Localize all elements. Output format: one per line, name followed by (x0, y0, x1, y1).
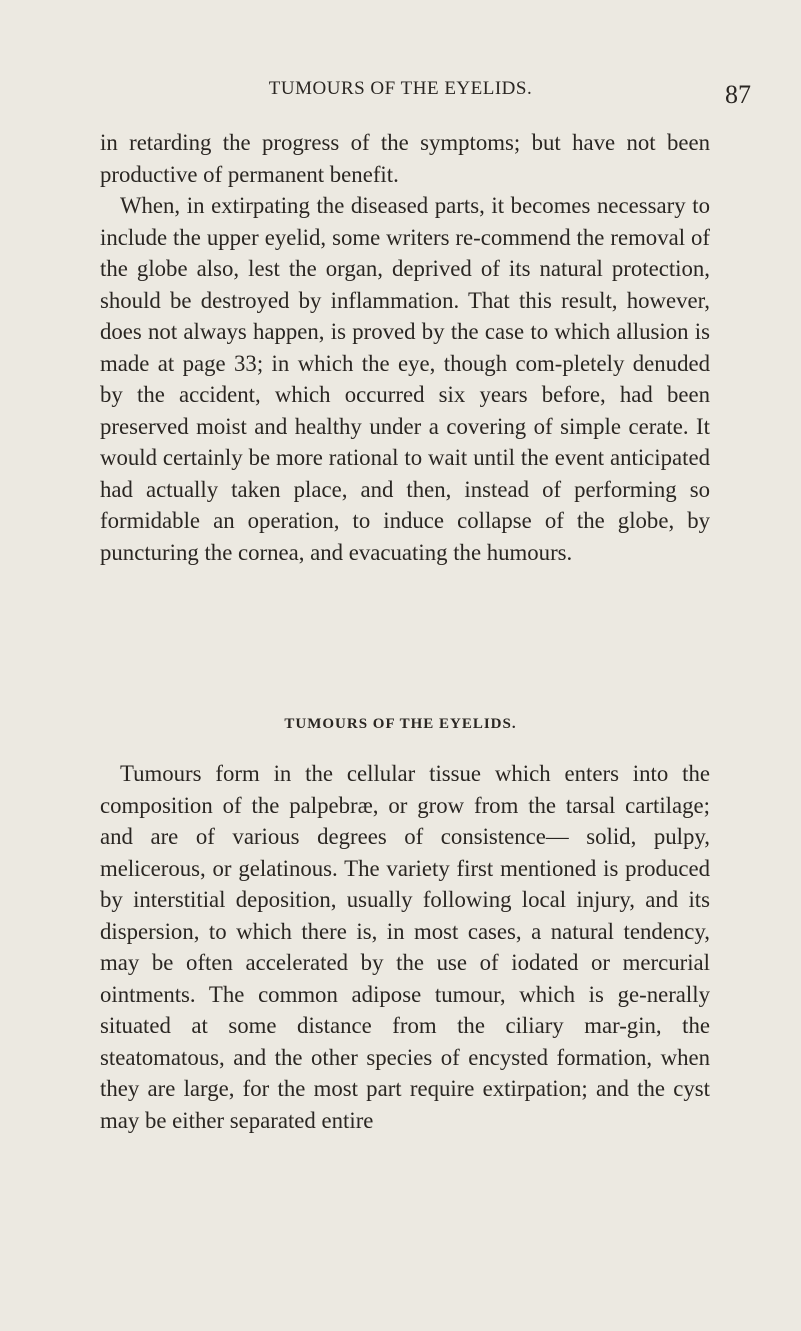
page-number: 87 (725, 80, 751, 109)
body-text-section (100, 758, 710, 1136)
paragraph-tumours: Tumours form in the cellular tissue which enters into the composition of the palpebræ, or grow from the tarsal cartilage; and are of various degrees of consistence— solid, pulpy, melicerous, or gelatinous. The variety first mentioned is produced by interstitial deposition, usually following local injury, and its dispersion, to which there is, in most cases, a natural tendency, may be often accelerated by the use of iodated or mercurial ointments. The common adipose tumour, which is ge-nerally situated at some distance from the ciliary mar-gin, the steatomatous, and the other species of encysted formation, when they are large, for the most part require extirpation; and the cyst may be either separated entire (100, 761, 710, 1133)
body-text-top (100, 127, 710, 568)
running-head: TUMOURS OF THE EYELIDS. (268, 78, 533, 99)
paragraph-continued: in retarding the progress of the symptoms; but have not been productive of permanent benefit. (100, 130, 710, 187)
section-heading: TUMOURS OF THE EYELIDS. (284, 716, 517, 732)
paragraph-extirpation: When, in extirpating the diseased parts, it becomes necessary to include the upper eyelid, some writers re-commend the removal of the globe also, lest the organ, deprived of its natural protection, should be destroyed by inflammation. That this result, however, does not always happen, is proved by the case to which allusion is made at page 33; in which the eye, though com-pletely denuded by the accident, which occurred six years before, had been preserved moist and healthy under a covering of simple cerate. It would certainly be more rational to wait until the event anticipated had actually taken place, and then, instead of performing so formidable an operation, to induce collapse of the globe, by puncturing the cornea, and evacuating the humours. (100, 193, 710, 565)
